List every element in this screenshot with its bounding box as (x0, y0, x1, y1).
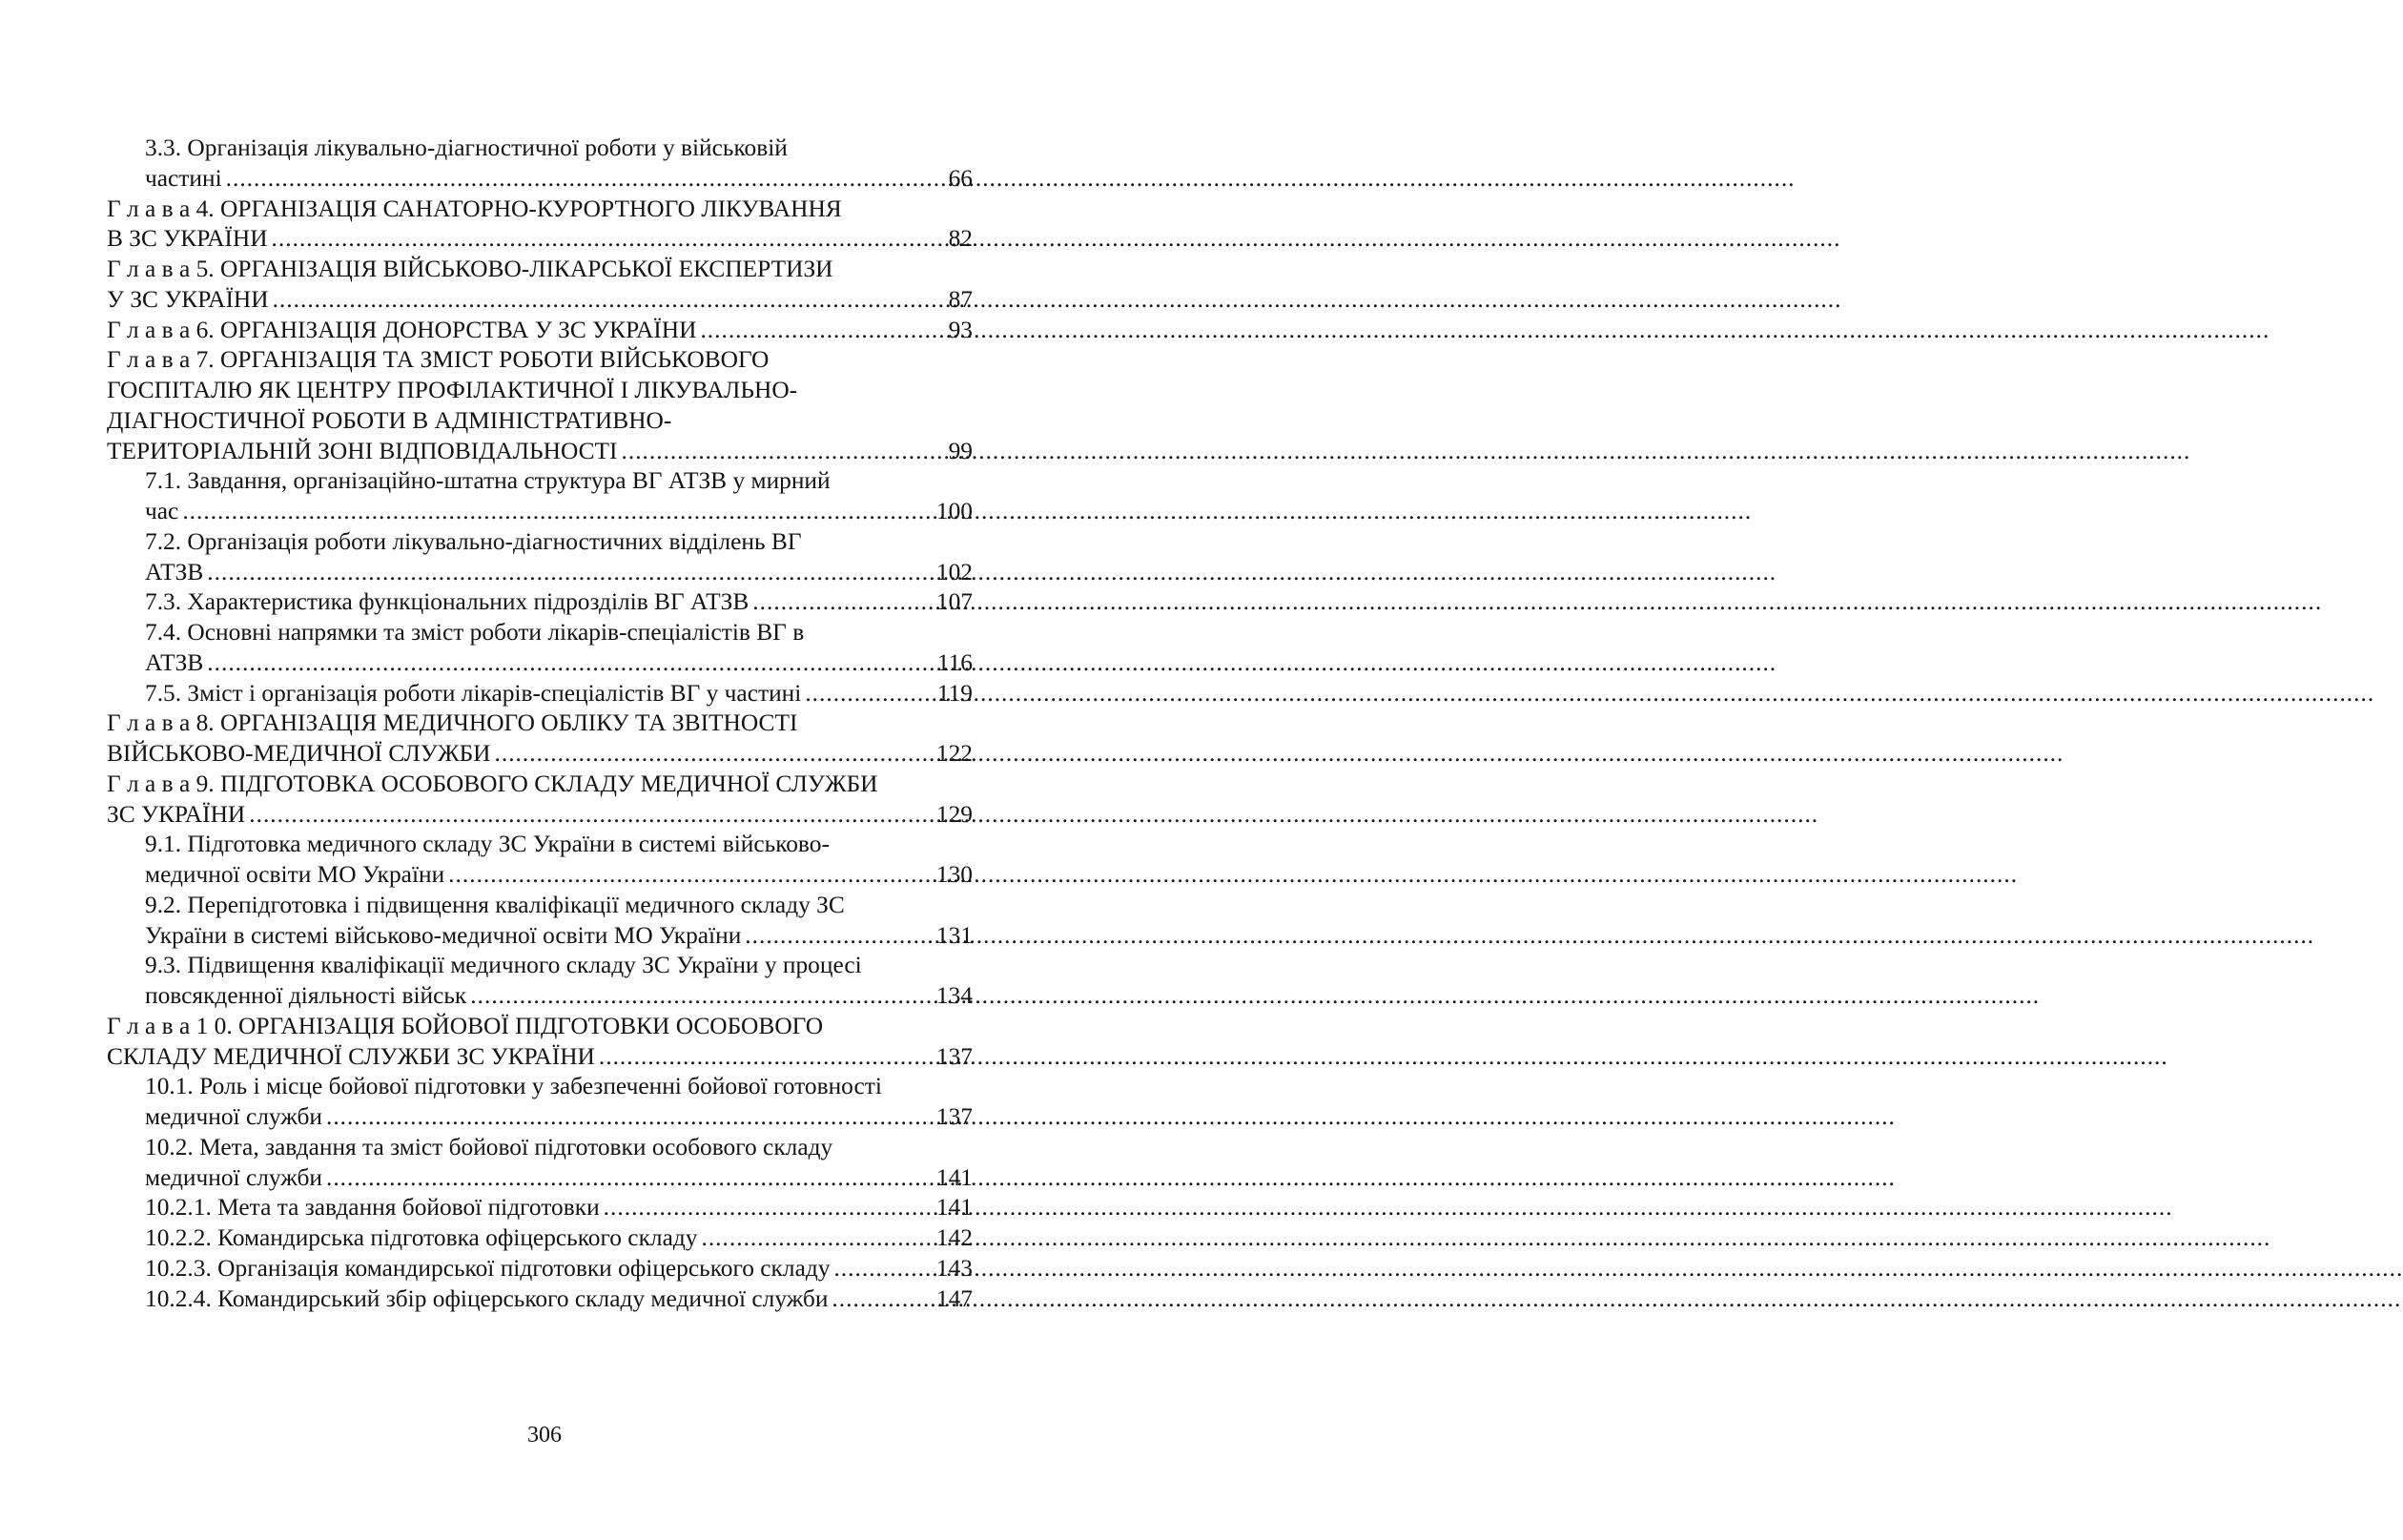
dot-leader (326, 1163, 933, 1194)
toc-page-number: 137 (935, 1103, 973, 1130)
toc-entry-leader-line (145, 1223, 973, 1254)
toc-entry-leader-line (145, 1163, 973, 1194)
dot-leader (599, 1042, 933, 1073)
toc-page-number: 142 (935, 1224, 973, 1251)
dot-leader (249, 800, 933, 831)
toc-section-entry (107, 1284, 973, 1315)
toc-entry-line: 9.1. Підготовка медичного складу ЗС України в системі військово- (145, 831, 830, 858)
toc-entry-leader-line (145, 587, 973, 618)
toc-section-entry (107, 527, 973, 588)
toc-entry-leader-line (107, 224, 973, 255)
toc-entry-leader-line (107, 739, 973, 770)
table-of-contents (107, 133, 973, 1314)
toc-entry-title: Г л а в а 6. ОРГАНІЗАЦІЯ ДОНОРСТВА У ЗС УКРАЇНИ (107, 316, 697, 343)
toc-chapter-entry (107, 1012, 973, 1073)
dot-leader (832, 1284, 932, 1315)
toc-entry-leader-line (145, 648, 973, 679)
toc-page-number: 87 (948, 285, 973, 313)
toc-page-number: 102 (935, 558, 973, 585)
toc-section-entry (107, 1223, 973, 1254)
toc-entry-leader-line (145, 558, 973, 588)
toc-chapter-entry (107, 316, 973, 346)
toc-entry-title: 7.5. Зміст і організація роботи лікарів-спеціалістів ВГ у частині (145, 679, 802, 707)
toc-entry-line: ДІАГНОСТИЧНОЇ РОБОТИ В АДМІНІСТРАТИВНО- (107, 406, 672, 434)
toc-section-entry (107, 891, 973, 952)
toc-entry-leader-line (107, 285, 973, 316)
toc-entry-leader-line (145, 1254, 973, 1284)
toc-chapter-entry (107, 255, 973, 316)
toc-entry-line: 7.4. Основні напрямки та зміст роботи лікарів-спеціалістів ВГ в (145, 619, 805, 646)
toc-entry-title: 10.2.4. Командирський збір офіцерського складу медичної служби (145, 1284, 829, 1312)
dot-leader (833, 1254, 932, 1284)
toc-section-entry (107, 951, 973, 1012)
toc-entry-title: ЗС УКРАЇНИ (107, 800, 246, 828)
dot-leader (752, 587, 933, 618)
toc-entry-title: медичної служби (145, 1163, 322, 1191)
dot-leader (448, 860, 933, 891)
toc-page-number: 100 (935, 498, 973, 524)
toc-page-number: 119 (936, 679, 973, 707)
toc-page-number: 137 (935, 1042, 973, 1070)
toc-section-entry (107, 618, 973, 679)
toc-entry-leader-line (145, 164, 973, 195)
toc-page-number: 130 (935, 861, 973, 888)
toc-section-entry (107, 1072, 973, 1133)
dot-leader (326, 1102, 933, 1133)
dot-leader (805, 679, 934, 709)
toc-entry-title: В ЗС УКРАЇНИ (107, 225, 268, 253)
toc-page-number: 129 (935, 800, 973, 828)
toc-entry-line: Г л а в а 5. ОРГАНІЗАЦІЯ ВІЙСЬКОВО-ЛІКАРСЬКОЇ ЕКСПЕРТИЗИ (107, 256, 833, 282)
toc-entry-title: частині (145, 164, 222, 192)
toc-entry-line: 9.2. Перепідготовка і підвищення кваліфікації медичного складу ЗС (145, 891, 845, 918)
toc-section-entry (107, 1254, 973, 1284)
toc-chapter-entry (107, 708, 973, 770)
toc-entry-title: 10.2.2. Командирська підготовка офіцерського складу (145, 1224, 698, 1251)
dot-leader (604, 1193, 933, 1223)
toc-entry-leader-line (145, 497, 973, 527)
dot-leader (273, 285, 945, 316)
toc-entry-leader-line (145, 1102, 973, 1133)
toc-page-number: 147 (935, 1284, 973, 1312)
toc-entry-line: 10.1. Роль і місце бойової підготовки у забезпеченні бойової готовності (145, 1073, 882, 1100)
toc-entry-line: Г л а в а 8. ОРГАНІЗАЦІЯ МЕДИЧНОГО ОБЛІКУ ТА ЗВІТНОСТІ (107, 709, 798, 737)
toc-entry-title: СКЛАДУ МЕДИЧНОЇ СЛУЖБИ ЗС УКРАЇНИ (107, 1042, 595, 1070)
toc-section-entry (107, 679, 973, 709)
toc-entry-leader-line (145, 981, 973, 1012)
toc-page-number: 99 (948, 437, 973, 464)
toc-entry-leader-line (145, 679, 973, 709)
toc-chapter-entry (107, 770, 973, 831)
document-page (0, 0, 1089, 1540)
toc-section-entry (107, 133, 973, 195)
toc-entry-leader-line (145, 1284, 973, 1315)
dot-leader (745, 921, 933, 952)
toc-entry-line: Г л а в а 4. ОРГАНІЗАЦІЯ САНАТОРНО-КУРОРТНОГО ЛІКУВАННЯ (107, 195, 842, 222)
dot-leader (207, 558, 933, 588)
toc-entry-leader-line (107, 437, 973, 467)
toc-entry-title: повсякденної діяльності військ (145, 982, 467, 1009)
toc-section-entry (107, 1133, 973, 1194)
toc-entry-leader-line (107, 1042, 973, 1073)
toc-section-entry (107, 830, 973, 891)
toc-page-number: 107 (935, 588, 973, 616)
dot-leader (701, 1223, 932, 1254)
toc-entry-title: 10.2.1. Мета та завдання бойової підготовки (145, 1194, 600, 1222)
toc-page-number: 141 (935, 1194, 973, 1222)
toc-entry-title: медичної освіти МО України (145, 861, 445, 888)
toc-entry-line: 3.3. Організація лікувально-діагностичної роботи у військовій (145, 134, 788, 161)
dot-leader (272, 224, 945, 255)
toc-chapter-entry (107, 345, 973, 466)
toc-entry-line: ГОСПІТАЛЮ ЯК ЦЕНТРУ ПРОФІЛАКТИЧНОЇ І ЛІКУВАЛЬНО- (107, 377, 798, 403)
toc-page-number: 141 (935, 1163, 973, 1191)
toc-entry-line: Г л а в а 7. ОРГАНІЗАЦІЯ ТА ЗМІСТ РОБОТИ ВІЙСЬКОВОГО (107, 346, 770, 374)
dot-leader (622, 437, 945, 467)
toc-entry-title: АТЗВ (145, 558, 204, 585)
toc-entry-leader-line (107, 800, 973, 831)
dot-leader (226, 164, 945, 195)
toc-entry-title: медичної служби (145, 1103, 322, 1130)
page-number: 306 (527, 1423, 562, 1448)
toc-entry-title: АТЗВ (145, 648, 204, 676)
toc-entry-line: 7.1. Завдання, організаційно-штатна структура ВГ АТЗВ у мирний (145, 467, 831, 495)
dot-leader (470, 981, 933, 1012)
dot-leader (495, 739, 933, 770)
toc-entry-title: 7.3. Характеристика функціональних підрозділів ВГ АТЗВ (145, 588, 750, 616)
toc-entry-title: час (145, 498, 179, 524)
toc-page-number: 66 (948, 164, 973, 192)
toc-entry-title: У ЗС УКРАЇНИ (107, 285, 269, 313)
toc-entry-title: ТЕРИТОРІАЛЬНІЙ ЗОНІ ВІДПОВІДАЛЬНОСТІ (107, 437, 618, 464)
dot-leader (207, 648, 934, 679)
dot-leader (182, 497, 933, 527)
toc-entry-line: Г л а в а 9. ПІДГОТОВКА ОСОБОВОГО СКЛАДУ МЕДИЧНОЇ СЛУЖБИ (107, 770, 878, 797)
toc-entry-title: України в системі військово-медичної освіти МО України (145, 921, 742, 949)
toc-page-number: 122 (935, 740, 973, 767)
toc-section-entry (107, 587, 973, 618)
toc-entry-leader-line (107, 316, 973, 346)
toc-entry-line: Г л а в а 1 0. ОРГАНІЗАЦІЯ БОЙОВОЇ ПІДГОТОВКИ ОСОБОВОГО (107, 1012, 824, 1039)
toc-entry-title: ВІЙСЬКОВО-МЕДИЧНОЇ СЛУЖБИ (107, 740, 491, 767)
toc-page-number: 82 (948, 225, 973, 253)
toc-chapter-entry (107, 195, 973, 256)
toc-page-number: 134 (935, 982, 973, 1009)
toc-entry-line: 7.2. Організація роботи лікувально-діагностичних відділень ВГ (145, 527, 802, 555)
toc-entry-line: 10.2. Мета, завдання та зміст бойової підготовки особового складу (145, 1133, 833, 1160)
toc-entry-leader-line (145, 860, 973, 891)
toc-page-number: 93 (948, 316, 973, 343)
dot-leader (700, 316, 944, 346)
toc-entry-leader-line (145, 921, 973, 952)
toc-section-entry (107, 1193, 973, 1223)
toc-page-number: 131 (935, 921, 973, 949)
toc-page-number: 143 (935, 1254, 973, 1282)
toc-entry-leader-line (145, 1193, 973, 1223)
toc-page-number: 116 (936, 648, 973, 676)
toc-section-entry (107, 466, 973, 527)
toc-entry-title: 10.2.3. Організація командирської підготовки офіцерського складу (145, 1254, 831, 1282)
toc-entry-line: 9.3. Підвищення кваліфікації медичного складу ЗС України у процесі (145, 952, 862, 979)
